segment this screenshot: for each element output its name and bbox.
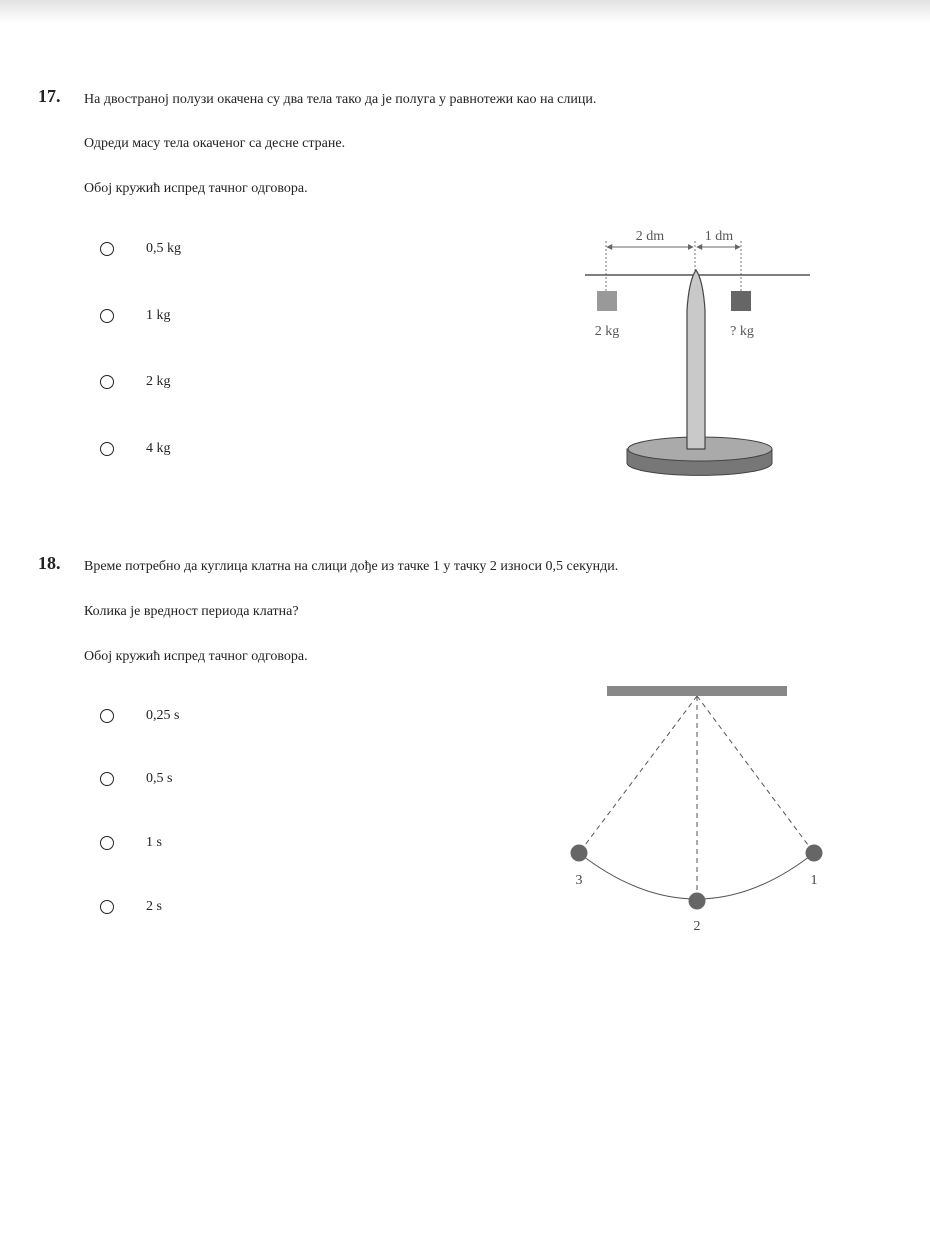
pendulum-figure — [560, 680, 840, 940]
stand-pillar — [687, 270, 705, 449]
pendulum-bob-2 — [689, 893, 706, 910]
q17-option-b[interactable] — [100, 307, 300, 329]
q18-option-a-label: 0,25 s — [146, 708, 180, 723]
q18-option-d[interactable] — [100, 898, 300, 920]
left-mass-block — [597, 291, 617, 311]
question-18-text: Време потребно да куглица клатна на слици дође из тачке 1 у тачку 2 износи 0,5 секунди. — [84, 559, 619, 574]
pendulum-ceiling — [607, 686, 787, 696]
q17-option-c[interactable] — [100, 373, 300, 395]
q18-option-b-label: 0,5 s — [146, 771, 173, 786]
q17-option-d-label: 4 kg — [146, 441, 171, 456]
q17-option-d[interactable] — [100, 440, 300, 462]
question-17-number: 17. — [38, 86, 61, 106]
q18-option-d-label: 2 s — [146, 899, 162, 914]
left-mass-label: 2 kg — [594, 324, 620, 339]
q17-option-c-label: 2 kg — [146, 374, 171, 389]
pendulum-string-right — [697, 696, 814, 853]
point-1-label: 1 — [810, 873, 818, 888]
right-distance-label: 1 dm — [704, 229, 734, 244]
q18-option-b[interactable] — [100, 770, 300, 792]
question-17-prompt: Одреди масу тела окаченог са десне стране. — [84, 136, 346, 151]
radio-circle-icon[interactable] — [100, 309, 114, 323]
q18-option-c[interactable] — [100, 834, 300, 856]
q17-option-a-label: 0,5 kg — [146, 241, 181, 256]
question-17-text: На двостраној полузи окачена су два тела тако да је полуга у равнотежи као на слици. — [84, 92, 597, 107]
radio-circle-icon[interactable] — [100, 375, 114, 389]
q17-option-b-label: 1 kg — [146, 308, 171, 323]
lever-figure — [570, 215, 820, 485]
point-2-label: 2 — [693, 919, 701, 934]
radio-circle-icon[interactable] — [100, 836, 114, 850]
radio-circle-icon[interactable] — [100, 900, 114, 914]
radio-circle-icon[interactable] — [100, 442, 114, 456]
pendulum-string-left — [579, 696, 697, 853]
right-mass-label: ? kg — [730, 324, 754, 339]
question-18-prompt: Колика је вредност периода клатна? — [84, 604, 299, 619]
left-distance-label: 2 dm — [635, 229, 665, 244]
q17-option-a[interactable] — [100, 240, 300, 262]
point-3-label: 3 — [575, 873, 583, 888]
page-top-shadow — [0, 0, 930, 22]
pendulum-bob-3 — [571, 845, 588, 862]
q18-option-a[interactable] — [100, 707, 300, 729]
question-17-instruction: Обој кружић испред тачног одговора. — [84, 181, 308, 196]
right-mass-block — [731, 291, 751, 311]
pendulum-bob-1 — [806, 845, 823, 862]
radio-circle-icon[interactable] — [100, 772, 114, 786]
radio-circle-icon[interactable] — [100, 242, 114, 256]
question-18-number: 18. — [38, 553, 61, 573]
radio-circle-icon[interactable] — [100, 709, 114, 723]
question-18-instruction: Обој кружић испред тачног одговора. — [84, 649, 308, 664]
q18-option-c-label: 1 s — [146, 835, 162, 850]
